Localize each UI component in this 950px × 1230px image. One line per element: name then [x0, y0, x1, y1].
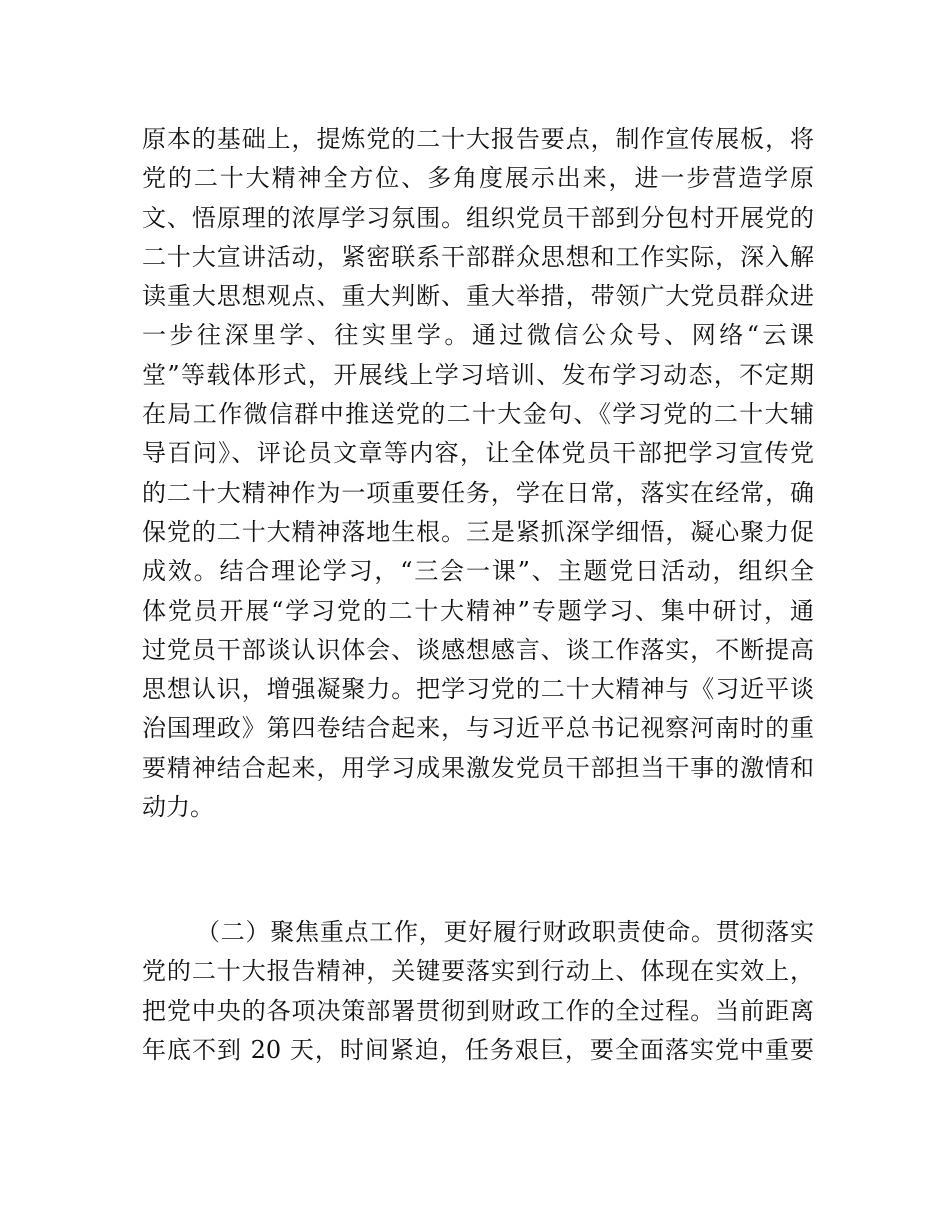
text-line: 成效。结合理论学习，“三会一课”、主题党日活动，组织全	[142, 557, 814, 586]
text-line: 导百问》、评论员文章等内容，让全体党员干部把学习宣传党	[142, 439, 814, 468]
text-line: 思想认识，增强凝聚力。把学习党的二十大精神与《习近平谈	[142, 675, 814, 704]
text-line: 过党员干部谈认识体会、谈感想感言、谈工作落实，不断提高	[142, 635, 814, 664]
text-line: 要精神结合起来，用学习成果激发党员干部担当干事的激情和	[142, 753, 814, 782]
text-line: 年底不到 20 天，时间紧迫，任务艰巨，要全面落实党中重要	[142, 1035, 814, 1064]
text-line: 动力。	[142, 793, 214, 822]
text-line: 治国理政》第四卷结合起来，与习近平总书记视察河南时的重	[142, 714, 814, 743]
text-line: 的二十大精神作为一项重要任务，学在日常，落实在经常，确	[142, 478, 814, 507]
text-line: 一步往深里学、往实里学。通过微信公众号、网络“云课	[142, 321, 814, 350]
text-line: 堂”等载体形式，开展线上学习培训、发布学习动态，不定期	[142, 360, 814, 389]
paragraph-1	[142, 120, 814, 827]
text-line: 在局工作微信群中推送党的二十大金句、《学习党的二十大辅	[142, 400, 814, 429]
text-line: 体党员开展“学习党的二十大精神”专题学习、集中研讨，通	[142, 596, 814, 625]
text-line: 把党中央的各项决策部署贯彻到财政工作的全过程。当前距离	[142, 996, 814, 1025]
text-line: 党的二十大报告精神，关键要落实到行动上、体现在实效上，	[142, 957, 814, 986]
section-heading-line: （二）聚焦重点工作，更好履行财政职责使命。贯彻落实	[196, 918, 814, 946]
text-line: 读重大思想观点、重大判断、重大举措，带领广大党员群众进	[142, 282, 814, 311]
text-line: 二十大宣讲活动，紧密联系干部群众思想和工作实际，深入解	[142, 242, 814, 271]
text-line: 原本的基础上，提炼党的二十大报告要点，制作宣传展板，将	[142, 125, 814, 153]
text-line: 党的二十大精神全方位、多角度展示出来，进一步营造学原	[142, 164, 814, 193]
text-line: 保党的二十大精神落地生根。三是紧抓深学细悟，凝心聚力促	[142, 517, 814, 546]
text-line: 文、悟原理的浓厚学习氛围。组织党员干部到分包村开展党的	[142, 203, 814, 232]
paragraph-2	[142, 913, 814, 1070]
